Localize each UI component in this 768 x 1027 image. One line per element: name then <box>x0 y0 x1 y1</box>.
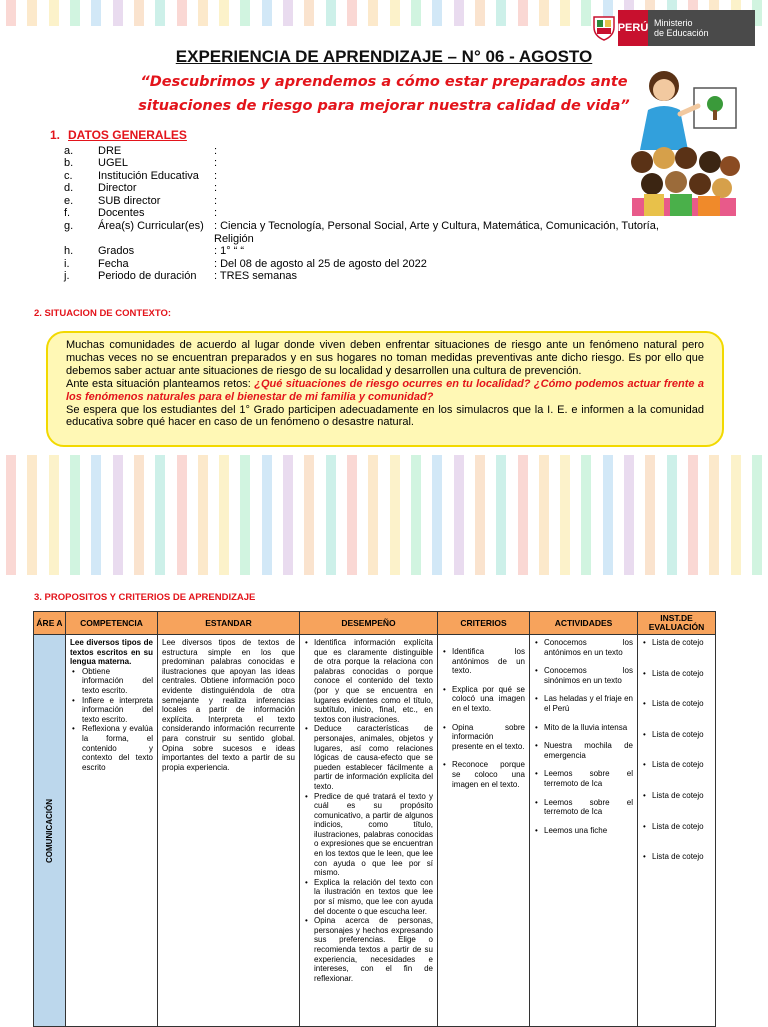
decorative-stripe <box>91 0 101 26</box>
decorative-stripe <box>539 455 549 575</box>
logo-ministry: Ministerio de Educación <box>648 10 755 46</box>
desempeno-item: • Opina acerca de personas, personajes y hechos expresando sus preferencias. Elige o recomienda textos a partir de su experiencia, necesidades e intereses, con el fin de reflexionar. <box>304 916 433 983</box>
instrumento-item: • Lista de cotejo <box>642 852 711 862</box>
datos-value: : TRES semanas <box>214 270 297 282</box>
datos-value: : <box>214 195 218 207</box>
decorative-stripe <box>49 0 59 26</box>
competencia-title: Lee diversos tipos de textos escritos en su lengua materna. <box>70 638 153 667</box>
decorative-stripe <box>283 0 293 26</box>
decorative-stripe <box>198 455 208 575</box>
decorative-stripe <box>539 0 549 26</box>
datos-label: Fecha <box>98 258 129 270</box>
decorative-stripe <box>731 455 741 575</box>
criterios-cell <box>438 635 530 1027</box>
context-box <box>46 331 724 447</box>
decorative-stripe <box>219 0 229 26</box>
datos-label: Grados <box>98 245 135 257</box>
instrumento-item: • Lista de cotejo <box>642 791 711 801</box>
area-cell <box>34 635 66 1027</box>
instrumento-item: • Lista de cotejo <box>642 730 711 740</box>
decorative-stripe <box>240 0 250 26</box>
header-instrumentos: INST.DE EVALUACIÓN <box>638 612 716 635</box>
decorative-stripe <box>113 0 123 26</box>
decorative-stripe <box>113 455 123 575</box>
actividades-cell <box>530 635 638 1027</box>
datos-label: SUB director <box>98 195 161 207</box>
header-area: ÁRE A <box>34 612 66 635</box>
decorative-stripe <box>6 455 16 575</box>
subtitle-line-1: “Descubrimos y aprendemos a cómo estar preparados ante <box>140 74 628 90</box>
decorative-stripe <box>155 0 165 26</box>
actividad-item: • Conocemos los sinónimos en un texto <box>534 666 633 685</box>
decorative-stripe <box>368 0 378 26</box>
datos-value: : <box>214 157 218 169</box>
datos-letter: e. <box>64 195 74 207</box>
header-estandar: ESTANDAR <box>158 612 300 635</box>
context-paragraph-3: Se espera que los estudiantes del 1° Grado participen adecuadamente en los simulacros que la I. E. e informen a la comunidad educativa sobre qué hacer en caso de un fenómeno o desastre natural. <box>66 403 704 429</box>
decorative-stripe <box>454 455 464 575</box>
section-2-title: 2. SITUACION DE CONTEXTO: <box>34 308 172 319</box>
actividad-item: • Leemos sobre el terremoto de Ica <box>534 798 633 817</box>
actividad-item: • Nuestra mochila de emergencia <box>534 741 633 760</box>
section-1-title: 1. DATOS GENERALES <box>50 128 187 142</box>
decorative-stripe <box>624 455 634 575</box>
decorative-stripe <box>219 455 229 575</box>
decorative-stripe <box>27 0 37 26</box>
decorative-stripe <box>603 455 613 575</box>
decorative-stripe <box>518 0 528 26</box>
decorative-stripe <box>134 0 144 26</box>
decorative-stripe <box>432 0 442 26</box>
actividad-item: • Las heladas y el friaje en el Perú <box>534 694 633 713</box>
decorative-stripe <box>326 0 336 26</box>
competencia-cell <box>66 635 158 1027</box>
datos-label: UGEL <box>98 157 128 169</box>
decorative-stripe <box>262 0 272 26</box>
datos-label: Docentes <box>98 207 145 219</box>
decorative-stripe <box>390 455 400 575</box>
decorative-stripe <box>518 455 528 575</box>
decorative-stripe <box>411 0 421 26</box>
decorative-stripe <box>581 455 591 575</box>
criterio-item: • Reconoce porque se coloco una imagen en el texto. <box>442 760 525 789</box>
instrumento-item: • Lista de cotejo <box>642 699 711 709</box>
actividad-item: • Leemos sobre el terremoto de Ica <box>534 769 633 788</box>
table-row <box>34 635 716 1027</box>
datos-letter: b. <box>64 157 74 169</box>
datos-letter: d. <box>64 182 74 194</box>
competencia-capacities <box>70 667 153 773</box>
decorative-stripe <box>27 455 37 575</box>
coat-of-arms-icon <box>590 13 618 43</box>
competencia-item: • Infiere e interpreta información del texto escrito. <box>80 696 153 725</box>
area-label: COMUNICACIÓN <box>44 798 54 863</box>
context-paragraph-2: Ante esta situación planteamos retos: ¿Qué situaciones de riesgo ocurres en tu localidad? ¿Cómo podemos actuar frente a los fenómenos naturales para el bienestar de mi familia y comunidad? <box>66 377 704 403</box>
actividad-item: • Mito de la lluvia intensa <box>534 723 633 733</box>
instrumento-item: • Lista de cotejo <box>642 638 711 648</box>
desempeno-cell <box>300 635 438 1027</box>
instrumento-item: • Lista de cotejo <box>642 760 711 770</box>
decorative-stripe <box>347 455 357 575</box>
decorative-stripe <box>454 0 464 26</box>
instrumento-item: • Lista de cotejo <box>642 669 711 679</box>
datos-value: : <box>214 145 218 157</box>
table-header-row <box>34 612 716 635</box>
decorative-stripe <box>390 0 400 26</box>
datos-letter: a. <box>64 145 74 157</box>
datos-letter: h. <box>64 245 74 257</box>
header-desempeno: DESEMPEÑO <box>300 612 438 635</box>
decorative-stripe <box>645 455 655 575</box>
decorative-stripe <box>70 455 80 575</box>
decorative-stripe <box>496 0 506 26</box>
header-criterios: CRITERIOS <box>438 612 530 635</box>
decorative-stripe <box>347 0 357 26</box>
decorative-stripe <box>49 455 59 575</box>
decorative-stripe <box>262 455 272 575</box>
datos-value: : <box>214 207 218 219</box>
decorative-stripe <box>177 455 187 575</box>
ministry-logo <box>590 10 755 46</box>
competencia-item: • Obtiene información del texto escrito. <box>80 667 153 696</box>
decorative-stripe <box>667 455 677 575</box>
datos-label: Periodo de duración <box>98 270 197 282</box>
decorative-stripe <box>560 0 570 26</box>
datos-label: DRE <box>98 145 122 157</box>
criterio-item: • Explica por qué se colocó una imagen en el texto. <box>442 685 525 714</box>
decorative-stripe <box>368 455 378 575</box>
header-actividades: ACTIVIDADES <box>530 612 638 635</box>
decorative-stripe <box>326 455 336 575</box>
datos-letter: g. <box>64 220 74 232</box>
learning-purposes-table <box>33 611 716 1027</box>
decorative-stripe <box>752 455 762 575</box>
decorative-stripe <box>496 455 506 575</box>
logo-country: PERÚ <box>618 10 648 46</box>
decorative-stripe <box>688 455 698 575</box>
decorative-stripe <box>155 455 165 575</box>
datos-value: : <box>214 170 218 182</box>
decorative-stripe <box>432 455 442 575</box>
datos-value: : Del 08 de agosto al 25 de agosto del 2022 <box>214 258 427 270</box>
criterio-item: • Opina sobre información presente en el texto. <box>442 723 525 752</box>
decorative-stripe <box>91 455 101 575</box>
header-competencia: COMPETENCIA <box>66 612 158 635</box>
competencia-item: • Reflexiona y evalúa la forma, el contenido y contexto del texto escrito <box>80 724 153 772</box>
decorative-stripe <box>475 455 485 575</box>
datos-value: : 1° “ “ <box>214 245 245 257</box>
actividad-item: • Leemos una fiche <box>534 826 633 836</box>
decorative-stripe <box>411 455 421 575</box>
context-questions: ¿Qué situaciones de riesgo ocurres en tu localidad? ¿Cómo podemos actuar frente a los fenómenos naturales para el bienestar de mi familia y comunidad? <box>66 377 704 403</box>
instrumento-item: • Lista de cotejo <box>642 822 711 832</box>
decorative-stripe <box>240 455 250 575</box>
decorative-stripe <box>475 0 485 26</box>
desempeno-item: • Predice de qué tratará el texto y cuál es su propósito comunicativo, a partir de algunos indicios, como título, ilustraciones, palabras conocidas o expresiones que se encuentran en los textos que le leen, que lee con ayuda o que lee por sí mismo. <box>304 792 433 878</box>
desempeno-item: • Identifica información explícita que es claramente distinguible de otra porque la relaciona con palabras conocidas o porque conoce el contenido del texto (por y que se encuentra en lugares evidentes como el título, subtítulo, inicio, final, etc., en textos con ilustraciones. <box>304 638 433 724</box>
datos-letter: i. <box>64 258 70 270</box>
datos-letter: f. <box>64 207 71 219</box>
decorative-stripe <box>198 0 208 26</box>
datos-label: Área(s) Curricular(es) <box>98 220 204 232</box>
datos-letter: c. <box>64 170 73 182</box>
decorative-stripe <box>283 455 293 575</box>
decorative-stripe <box>70 0 80 26</box>
page-title: EXPERIENCIA DE APRENDIZAJE – N° 06 - AGOSTO <box>175 47 593 66</box>
decorative-stripe <box>6 0 16 26</box>
datos-label: Institución Educativa <box>98 170 199 182</box>
actividad-item: • Conocemos los antónimos en un texto <box>534 638 633 657</box>
datos-value: : Ciencia y Tecnología, Personal Social, Arte y Cultura, Matemática, Comunicación, Tutoría, Religión <box>214 220 659 245</box>
decorative-stripe <box>134 455 144 575</box>
decorative-stripe <box>560 455 570 575</box>
decorative-stripe <box>177 0 187 26</box>
decorative-stripe <box>304 0 314 26</box>
decorative-stripe <box>304 455 314 575</box>
decorative-stripe <box>709 455 719 575</box>
instrumentos-cell <box>638 635 716 1027</box>
section-3-title: 3. PROPOSITOS Y CRITERIOS DE APRENDIZAJE <box>34 592 256 603</box>
datos-label: Director <box>98 182 137 194</box>
datos-letter: j. <box>64 270 70 282</box>
datos-value: : <box>214 182 218 194</box>
subtitle-line-2: situaciones de riesgo para mejorar nuestra calidad de vida” <box>138 98 630 114</box>
estandar-cell: Lee diversos tipos de textos de estructura simple en los que predominan palabras conocidas e ilustraciones que apoyan las ideas centrales. Obtiene información poco evidente distinguiéndola de otra semejante y realiza inferencias locales a partir de información explícita. Interpreta el texto considerando información recurrente para construir su sentido global. Opina sobre sucesos e ideas importantes del texto a partir de su propia experiencia. <box>158 635 300 1027</box>
desempeno-item: • Explica la relación del texto con la ilustración en textos que lee por sí mismo, que lee con ayuda del docente o que escucha leer. <box>304 878 433 916</box>
desempeno-item: • Deduce características de personajes, animales, objetos y lugares, así como relaciones lógicas de causa-efecto que se pueden establecer fácilmente a partir de información explícita del texto. <box>304 724 433 791</box>
decorative-stripes-middle <box>0 455 768 575</box>
criterio-item: • Identifica los antónimos de un texto. <box>442 647 525 676</box>
context-paragraph-1: Muchas comunidades de acuerdo al lugar donde viven deben enfrentar situaciones de riesgo ante un fenómeno natural pero muchas veces no se encuentran preparados y en sus hogares no toman medidas preventivas ante dicho riesgo. Es por ello que debemos saber actuar ante situaciones de riesgo de su localidad y desarrollen una cultura de prevención. <box>66 339 704 377</box>
